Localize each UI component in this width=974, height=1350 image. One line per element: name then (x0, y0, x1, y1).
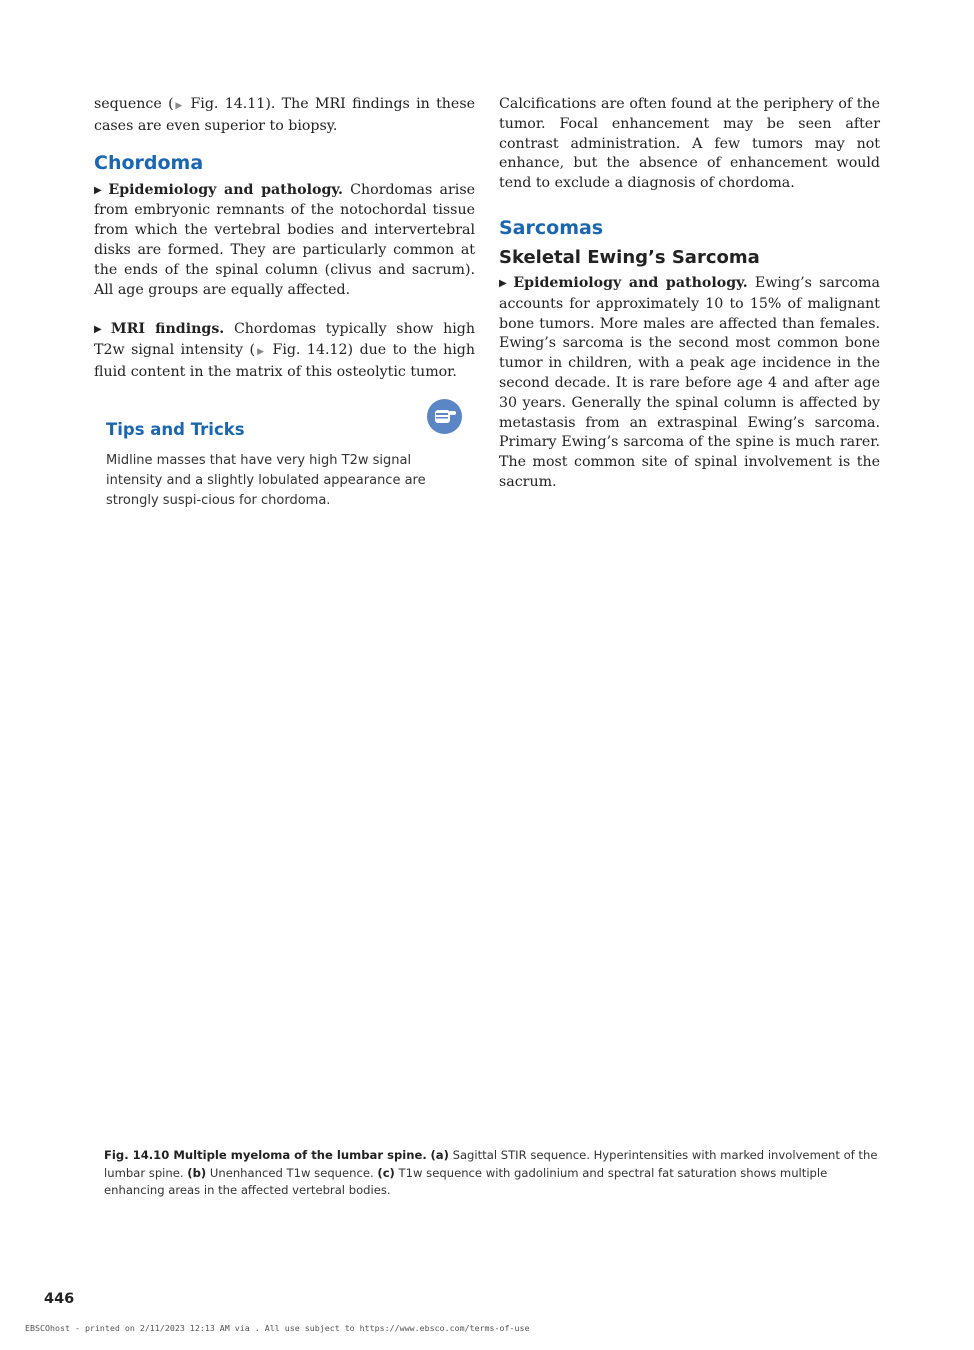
sarcomas-heading: Sarcomas (499, 216, 604, 239)
caption-label: Fig. 14.10 Multiple myeloma of the lumbar spine. (104, 1148, 427, 1162)
figure-caption: Fig. 14.10 Multiple myeloma of the lumbar spine. (a) Sagittal STIR sequence. Hyperintensities with marked involvement of the lumbar spine. (b) Unenhanced T1w sequence. (c) T1w sequence with gadolinium and spectral fat saturation shows multiple enhancing areas in the affected vertebral bodies. (104, 1148, 878, 1197)
intro-paragraph: sequence (▶ Fig. 14.11). The MRI findings in these cases are even superior to biopsy. (94, 96, 475, 134)
section-arrow-icon: ▶ (94, 184, 105, 196)
figure-reference[interactable]: Fig. 14.11 (190, 96, 266, 112)
section-arrow-icon: ▶ (499, 277, 510, 289)
tips-title: Tips and Tricks (106, 420, 245, 439)
right-column (499, 95, 880, 493)
tips-and-tricks-box (94, 398, 475, 516)
chordoma-epidemiology-paragraph: ▶ Epidemiology and pathology. Chordomas arise from embryonic remnants of the notochordal tissue from which the vertebral bodies and intervertebral disks are formed. They are particularly common at the ends of the spinal column (clivus and sacrum). All age groups are equally affected. (94, 181, 475, 298)
reference-arrow-icon: ▶ (255, 347, 266, 358)
left-column (94, 95, 475, 383)
reference-arrow-icon: ▶ (173, 101, 185, 111)
pointing-hand-icon (427, 399, 462, 434)
section-arrow-icon: ▶ (94, 324, 107, 336)
tips-text: Midline masses that have very high T2w signal intensity and a slightly lobulated appearance are strongly suspi-cious for chordoma. (106, 453, 426, 508)
print-footer: EBSCOhost - printed on 2/11/2023 12:13 AM via . All use subject to https://www.ebsco.com/terms-of-use (25, 1323, 530, 1333)
ewing-epidemiology-paragraph: ▶ Epidemiology and pathology. Ewing’s sarcoma accounts for approximately 10 to 15% of malignant bone tumors. More males are affected than females. Ewing’s sarcoma is the second most common bone tumor in children, with a peak age incidence in the second decade. It is rare before age 4 and after age 30 years. Generally the spinal column is affected by metastasis from an extraspinal Ewing’s sarcoma. Primary Ewing’s sarcoma of the spine is much rarer. The most common site of spinal involvement is the sacrum. (499, 274, 880, 490)
page-number: 446 (44, 1291, 75, 1307)
calcification-paragraph: Calcifications are often found at the periphery of the tumor. Focal enhancement may be seen after contrast administration. A few tumors may not enhance, but the absence of enhancement would tend to exclude a diagnosis of chordoma. (499, 96, 880, 192)
chordoma-heading: Chordoma (94, 151, 204, 174)
pointing-hand-icon-graphic (427, 399, 462, 434)
ewing-sarcoma-heading: Skeletal Ewing’s Sarcoma (499, 246, 760, 268)
chordoma-mri-paragraph: ▶ MRI findings. Chordomas typically show high T2w signal intensity (▶ Fig. 14.12) due to the high fluid content in the matrix of this osteolytic tumor. (94, 321, 476, 380)
figure-reference[interactable]: Fig. 14.12 (272, 342, 348, 359)
